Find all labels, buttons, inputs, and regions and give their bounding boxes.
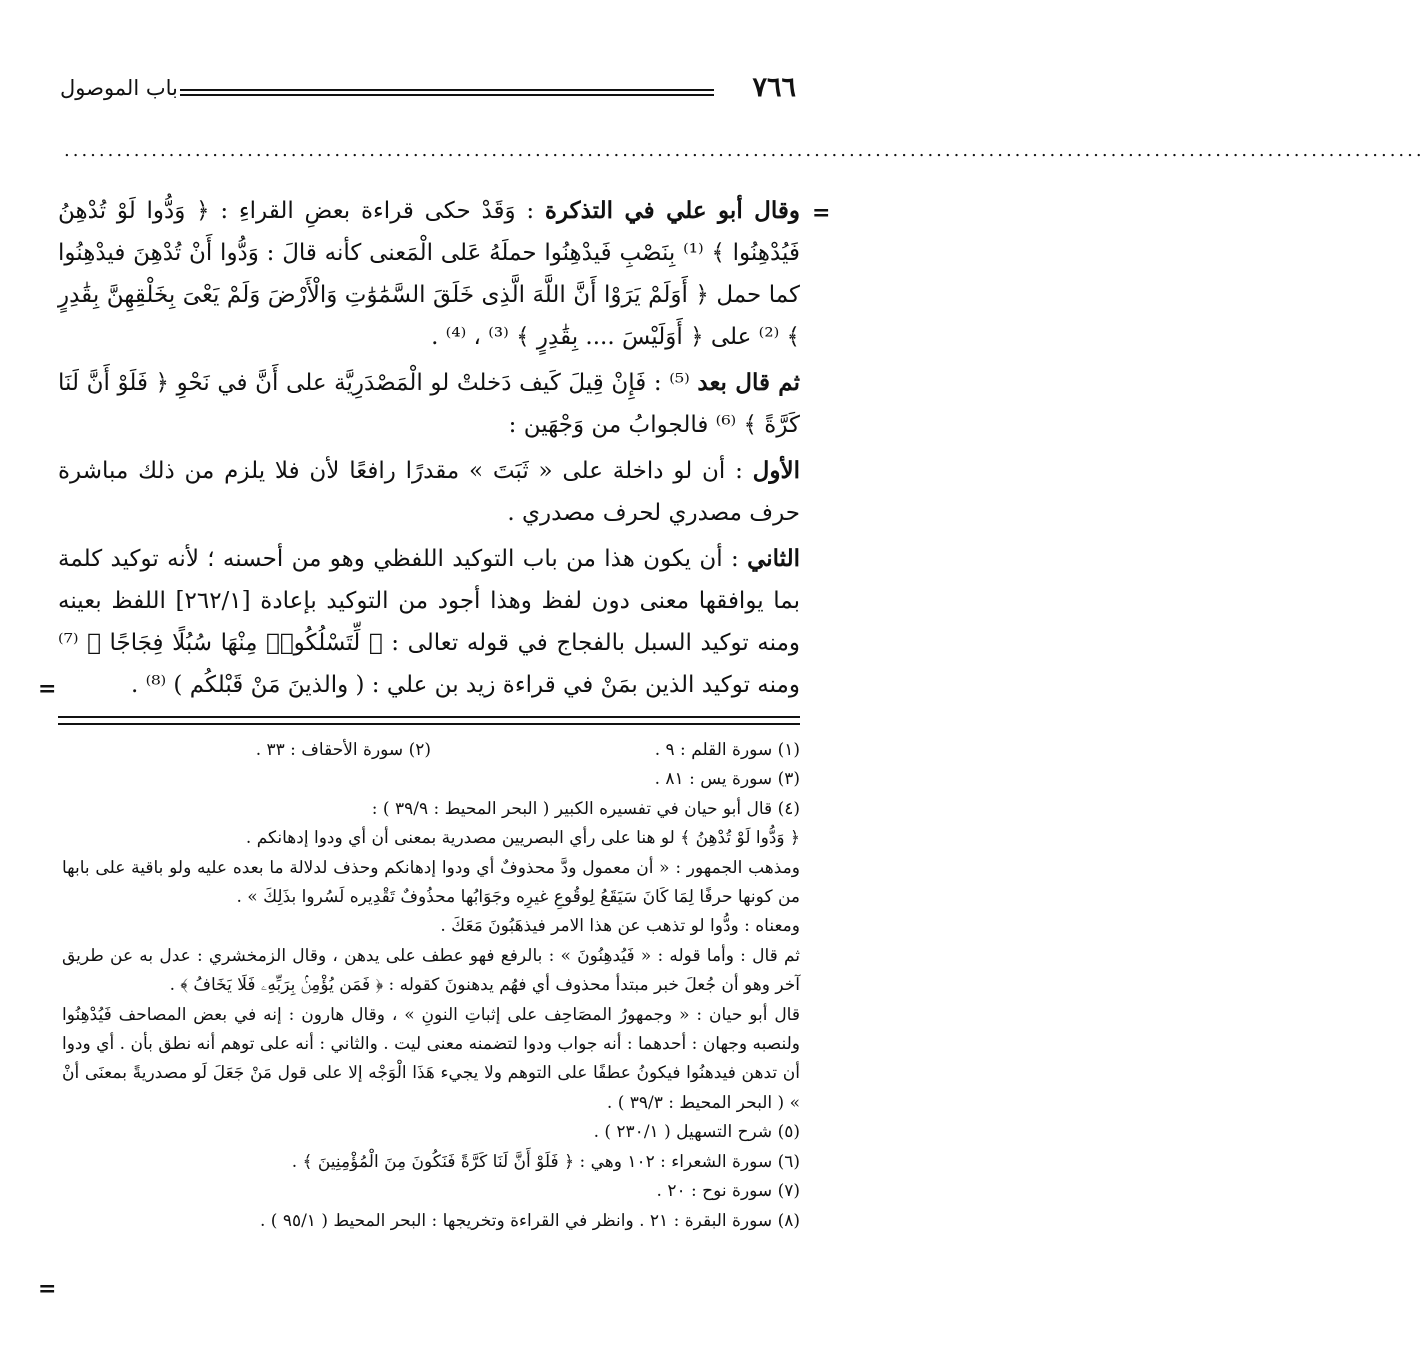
footnote-row-1-2	[62, 736, 800, 765]
main-text	[58, 190, 800, 710]
paragraph-4-label: الثاني	[747, 545, 800, 572]
footnote-6: (٦) سورة الشعراء : ١٠٢ وهي : ﴿ فَلَوْ أَنَّ لَنَا كَرَّةً فَنَكُونَ مِنَ الْمُؤْمِنِينَ ﴾ .	[291, 1151, 800, 1172]
footnote-2: (٢) سورة الأحقاف : ٣٣ .	[255, 740, 431, 760]
footnotes	[62, 736, 800, 1236]
footnote-8: (٨) سورة البقرة : ٢١ . وانظر في القراءة وتخريجها : البحر المحيط ( ٩٥/١ ) .	[259, 1210, 800, 1231]
dotted-separator: ............................................................................................................................................................	[64, 140, 1425, 161]
footnote-7: (٧) سورة نوح : ٢٠ .	[656, 1181, 800, 1202]
chapter-title: باب الموصول	[60, 76, 178, 100]
footnote-4-quote: ﴿ وَدُّوا لَوْ تُدْهِنُ ﴾ لو هنا على رأي البصريين مصدرية بمعنى أن أي ودوا إدهانكم .	[245, 828, 800, 849]
margin-mark-middle: =	[38, 676, 57, 702]
margin-mark-bottom: =	[38, 1276, 57, 1302]
footnote-4-majority: ومذهب الجمهور : « أن معمول ودَّ محذوفٌ أي ودوا إدهانكم وحذف لدلالة ما بعده عليه ولو باقية على بابها من كونها حرفًا لِمَا كَانَ سَيَقَعُ لِوقُوعِ غيرِه وجَوَابُها محذُوفٌ تَقْدِيره لَسُروا بذَلِكَ » .	[62, 857, 800, 908]
footnote-4-intro: (٤) قال أبو حيان في تفسيره الكبير ( البحر المحيط : ٣٩/٩ ) :	[371, 798, 800, 819]
paragraph-1	[58, 190, 800, 358]
paragraph-4	[58, 538, 800, 706]
paragraph-1-label: وقال أبو علي في التذكرة	[544, 197, 800, 224]
paragraph-1-text: : وَقَدْ حكى قراءة بعضِ القراءِ : ﴿ وَدُّوا لَوْ تُدْهِنُ فَيُدْهِنُوا ﴾ ⁽¹⁾ بِنَصْبِ فَيدْهِنُوا حملَهُ عَلى الْمَعنى كأنه قالَ : وَدُّوا أَنْ تُدْهِنَ فيدْهِنُوا كما حمل ﴿ أَوَلَمْ يَرَوْا أَنَّ اللَّهَ الَّذِى خَلَقَ السَّمَٰوَٰتِ وَالْأَرْضَ وَلَمْ يَعْىَ بِخَلْقِهِنَّ بِقَٰدِرٍ ﴾ ⁽²⁾ على ﴿ أَوَلَيْسَ .... بِقَٰدِرٍ ﴾ ⁽³⁾ ، ⁽⁴⁾ .	[58, 198, 800, 350]
paragraph-3-label: الأول	[752, 457, 800, 484]
paragraph-3	[58, 450, 800, 534]
paragraph-3-text: : أن لو داخلة على « ثَبَتَ » مقدرًا رافعًا لأن فلا يلزم من ذلك مباشرة حرف مصدري لحرف مصدري .	[58, 458, 800, 526]
header-rule	[180, 89, 714, 96]
paragraph-4-text: : أن يكون هذا من باب التوكيد اللفظي وهو من أحسنه ؛ لأنه توكيد كلمة بما يوافقها معنى دون لفظ وهذا أجود من التوكيد بإعادة [٢٦٢/١] اللفظ بعينه ومنه توكيد السبل بالفجاج في قوله تعالى : ﴿ لِّتَسْلُكُوا۟ مِنْهَا سُبُلًا فِجَاجًا ﴾ ⁽⁷⁾ ومنه توكيد الذين بمَنْ في قراءة زيد بن علي : ( والذينَ مَنْ قَبْلكُم ) ⁽⁸⁾ .	[58, 546, 800, 698]
margin-mark-top: =	[812, 200, 831, 226]
footnote-4-zamakhshari: ثم قال : وأما قوله : « فَيُدهِنُونَ » : بالرفع فهو عطف على يدهن ، وقال الزمخشري : عدل به عن طريق آخر وهو أن جُعلَ خبر مبتدأ محذوف أي فهُم يدهنونَ كقوله : ﴿ فَمَن يُؤْمِنۢ بِرَبِّهِۦ فَلَا يَخَافُ ﴾ .	[62, 945, 800, 996]
footnote-4-meaning: ومعناه : ودُّوا لو تذهب عن هذا الامر فيذهَبُونَ مَعَكَ .	[440, 916, 800, 937]
page-number: ٧٦٦	[752, 72, 796, 103]
footnote-1: (١) سورة القلم : ٩ .	[654, 740, 800, 760]
footnote-4-abuhayyan: قال أبو حيان : « وجمهورُ المصَاحِف على إثباتِ النونِ » ، وقال هارون : إنه في بعض المصاحف فَيُدْهِنُوا ولنصبه وجهان : أحدهما : أنه جواب ودوا لتضمنه معنى ليت . والثاني : أنه على توهم أنه نطق بأن . أي ودوا أن تدهن فيدهنُوا فيكونُ عطفًا على التوهم ولا يجيء هَذَا الْوَجْه إلا على قول مَنْ جَعَلَ لَو مصدريةً بمعنَى أنْ » ( البحر المحيط : ٣٩/٣ ) .	[62, 1004, 800, 1113]
footnote-separator	[58, 716, 800, 725]
footnote-3: (٣) سورة يس : ٨١ .	[654, 769, 800, 790]
page-header	[60, 72, 796, 112]
paragraph-2-label: ثم قال بعد	[697, 369, 800, 396]
footnote-5: (٥) شرح التسهيل ( ٢٣٠/١ ) .	[593, 1122, 800, 1143]
paragraph-2-text: ⁽⁵⁾ : فَإِنْ قِيلَ كَيف دَخلتْ لو الْمَصْدَرِيَّة على أَنَّ في نَحْوِ ﴿ فَلَوْ أَنَّ لَنَا كَرَّةً ﴾ ⁽⁶⁾ فالجوابُ من وَجْهَين :	[58, 370, 800, 438]
paragraph-2	[58, 362, 800, 446]
